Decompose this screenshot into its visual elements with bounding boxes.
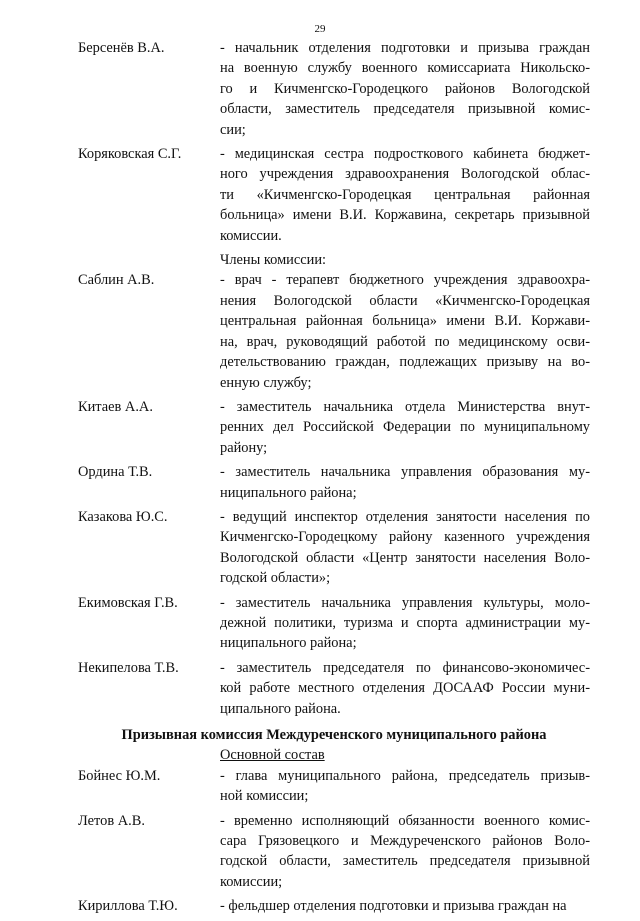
position-line: - временно исполняющий обязанности военного комис-: [220, 812, 590, 829]
position-line: ципального района.: [220, 700, 341, 717]
member-position: [220, 593, 590, 654]
member-row: [78, 397, 590, 458]
position-line: Вологодской области «Центр занятости населения Воло-: [220, 549, 590, 566]
member-name: Екимовская Г.В.: [78, 594, 178, 611]
member-row: [78, 896, 590, 916]
section-heading: Призывная комиссия Междуреченского муниципального района: [121, 727, 547, 743]
member-row: [78, 593, 590, 654]
position-line: - заместитель начальника отдела Министерства внут-: [220, 398, 590, 415]
member-position: [220, 658, 590, 719]
member-name: Ордина Т.В.: [78, 464, 153, 481]
position-line: больница» имени В.И. Коржавина, секретарь призывной: [220, 207, 590, 224]
position-line: ти «Кичменгско-Городецкая центральная районная: [220, 186, 590, 203]
position-line: детельствованию граждан, подлежащих призыву на во-: [220, 354, 590, 371]
position-line: - медицинская сестра подросткового кабинета бюджет-: [220, 146, 590, 163]
member-position: [220, 38, 590, 140]
member-row: [78, 462, 590, 503]
member-row: [78, 507, 590, 589]
position-line: центральная районная больница» имени В.И. Коржави-: [220, 313, 590, 330]
position-line: дежной политики, туризма и спорта администрации му-: [220, 614, 590, 631]
member-position: [220, 397, 590, 458]
member-row: [78, 658, 590, 719]
position-line: ного учреждения здравоохранения Вологодской облас-: [220, 166, 590, 183]
position-line: кой работе местного отделения ДОСААФ России муни-: [220, 680, 590, 697]
member-row: [78, 811, 590, 893]
position-line: области, заместитель председателя призывной комис-: [220, 101, 590, 118]
page-number: 29: [314, 23, 326, 35]
position-line: - ведущий инспектор отделения занятости населения по: [220, 508, 590, 525]
member-row: [78, 270, 590, 392]
member-position: [220, 144, 590, 246]
position-line: ниципального района;: [220, 484, 357, 501]
position-line: годской области, заместитель председателя призывной: [220, 853, 590, 870]
block-main-staff: [78, 766, 590, 921]
position-line: району;: [220, 439, 268, 456]
member-position: [220, 462, 590, 503]
position-line: на, врач, руководящий работой по медицинскому осви-: [220, 333, 590, 350]
row-gap: [78, 719, 590, 723]
position-line: го и Кичменгско-Городецкого районов Вологодской: [220, 80, 590, 97]
position-line: енную службу;: [220, 374, 312, 391]
member-name: Китаев А.А.: [78, 398, 153, 415]
member-name: Летов А.В.: [78, 812, 145, 829]
position-line: на военную службу военного комиссариата Никольско-: [220, 60, 590, 77]
block-leadership: [78, 38, 590, 250]
member-row: [78, 144, 590, 246]
members-label: Члены комиссии:: [220, 252, 327, 269]
commission-list: [78, 38, 590, 921]
position-line: годской области»;: [220, 570, 331, 587]
position-line: нения Вологодской области «Кичменгско-Городецкая: [220, 292, 590, 309]
position-line: ниципального района;: [220, 635, 357, 652]
position-line: - врач - терапевт бюджетного учреждения здравоохра-: [220, 272, 590, 289]
position-line: Кичменгско-Городецкому району казенного учреждения: [220, 529, 590, 546]
member-name: Кириллова Т.Ю.: [78, 898, 178, 915]
member-name: Некипелова Т.В.: [78, 659, 179, 676]
position-line: ной комиссии;: [220, 788, 309, 805]
position-line: комиссии;: [220, 873, 283, 890]
row-gap: [78, 917, 590, 921]
position-line: - заместитель председателя по финансово-экономичес-: [220, 659, 590, 676]
member-name: Бойнес Ю.М.: [78, 767, 161, 784]
member-name: Берсенёв В.А.: [78, 40, 165, 56]
section-subheading: Основной состав: [220, 747, 325, 764]
member-position: [220, 270, 590, 392]
member-position: [220, 896, 590, 916]
member-name: Коряковская С.Г.: [78, 146, 182, 163]
member-position: [220, 811, 590, 893]
position-line: сара Грязовецкого и Междуреченского районов Воло-: [220, 833, 590, 850]
member-position: [220, 507, 590, 589]
position-line: ренних дел Российской Федерации по муниципальному: [220, 419, 590, 436]
member-name: Саблин А.В.: [78, 272, 155, 289]
member-position: [220, 766, 590, 807]
position-line: - глава муниципального района, председатель призыв-: [220, 767, 590, 784]
position-line: - заместитель начальника управления культуры, моло-: [220, 594, 590, 611]
member-name: Казакова Ю.С.: [78, 508, 168, 525]
block-members: [78, 270, 590, 723]
position-line: - фельдшер отделения подготовки и призыва граждан на: [220, 898, 567, 915]
member-row: [78, 38, 590, 140]
position-line: сии;: [220, 121, 246, 138]
position-line: комиссии.: [220, 227, 282, 244]
member-row: [78, 766, 590, 807]
position-line: - заместитель начальника управления образования му-: [220, 464, 590, 481]
position-line: - начальник отделения подготовки и призыва граждан: [220, 40, 590, 56]
